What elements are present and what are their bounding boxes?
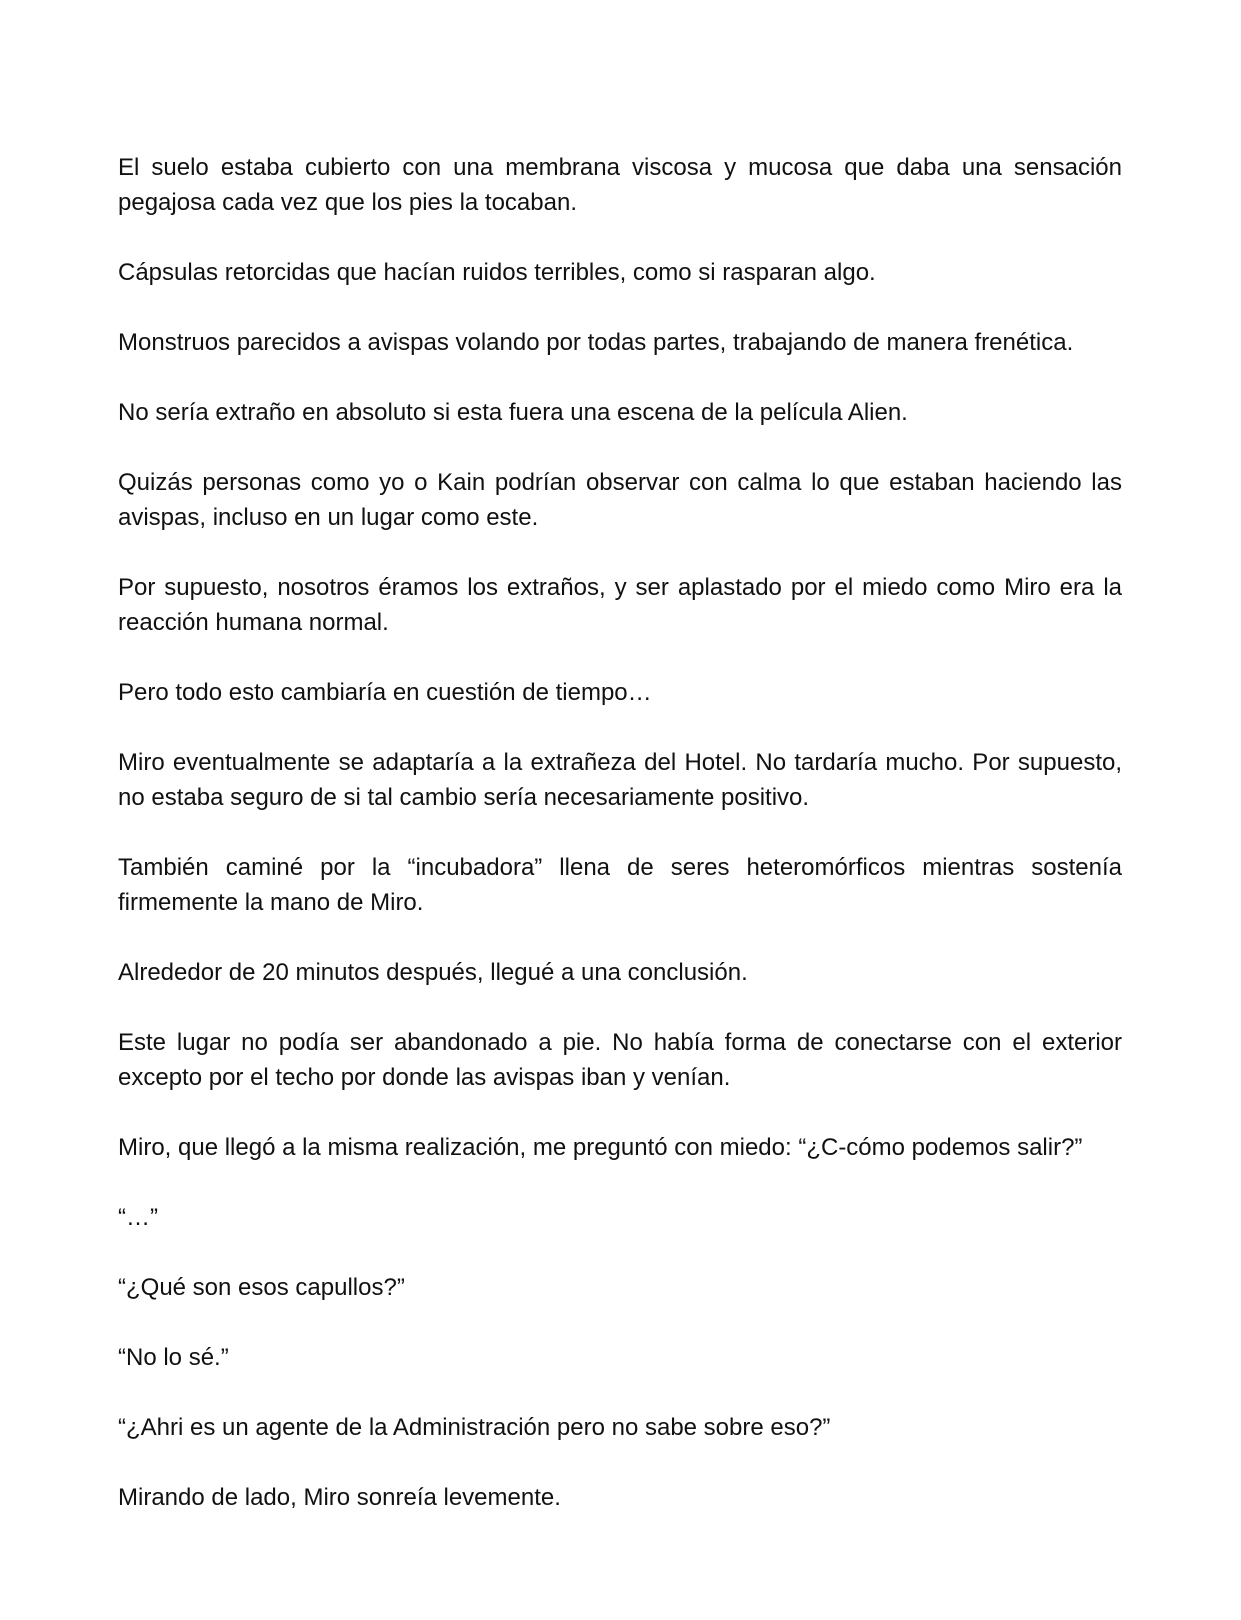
paragraph: Miro eventualmente se adaptaría a la extrañeza del Hotel. No tardaría mucho. Por supuesto, no estaba seguro de si tal cambio sería necesariamente positivo. bbox=[118, 749, 1122, 811]
dialogue-line: “¿Qué son esos capullos?” bbox=[118, 1274, 405, 1301]
paragraph: Este lugar no podía ser abandonado a pie. No había forma de conectarse con el exterior excepto por el techo por donde las avispas iban y venían. bbox=[118, 1029, 1122, 1091]
dialogue-line: “…” bbox=[118, 1204, 158, 1231]
paragraph: Cápsulas retorcidas que hacían ruidos terribles, como si rasparan algo. bbox=[118, 259, 876, 286]
paragraph: Por supuesto, nosotros éramos los extraños, y ser aplastado por el miedo como Miro era la reacción humana normal. bbox=[118, 574, 1122, 636]
dialogue-line: “¿Ahri es un agente de la Administración pero no sabe sobre eso?” bbox=[118, 1414, 831, 1441]
document-body bbox=[118, 150, 1122, 1550]
paragraph: Mirando de lado, Miro sonreía levemente. bbox=[118, 1484, 561, 1511]
dialogue-line: “No lo sé.” bbox=[118, 1344, 229, 1371]
paragraph: Monstruos parecidos a avispas volando por todas partes, trabajando de manera frenética. bbox=[118, 329, 1074, 356]
paragraph: Miro, que llegó a la misma realización, me preguntó con miedo: “¿C-cómo podemos salir?” bbox=[118, 1134, 1083, 1161]
paragraph: Quizás personas como yo o Kain podrían observar con calma lo que estaban haciendo las avispas, incluso en un lugar como este. bbox=[118, 469, 1122, 531]
paragraph: No sería extraño en absoluto si esta fuera una escena de la película Alien. bbox=[118, 399, 908, 426]
paragraph: También caminé por la “incubadora” llena de seres heteromórficos mientras sostenía firmemente la mano de Miro. bbox=[118, 854, 1122, 916]
paragraph: Alrededor de 20 minutos después, llegué a una conclusión. bbox=[118, 959, 748, 986]
paragraph: El suelo estaba cubierto con una membrana viscosa y mucosa que daba una sensación pegajosa cada vez que los pies la tocaban. bbox=[118, 154, 1122, 216]
paragraph: Pero todo esto cambiaría en cuestión de tiempo… bbox=[118, 679, 652, 706]
